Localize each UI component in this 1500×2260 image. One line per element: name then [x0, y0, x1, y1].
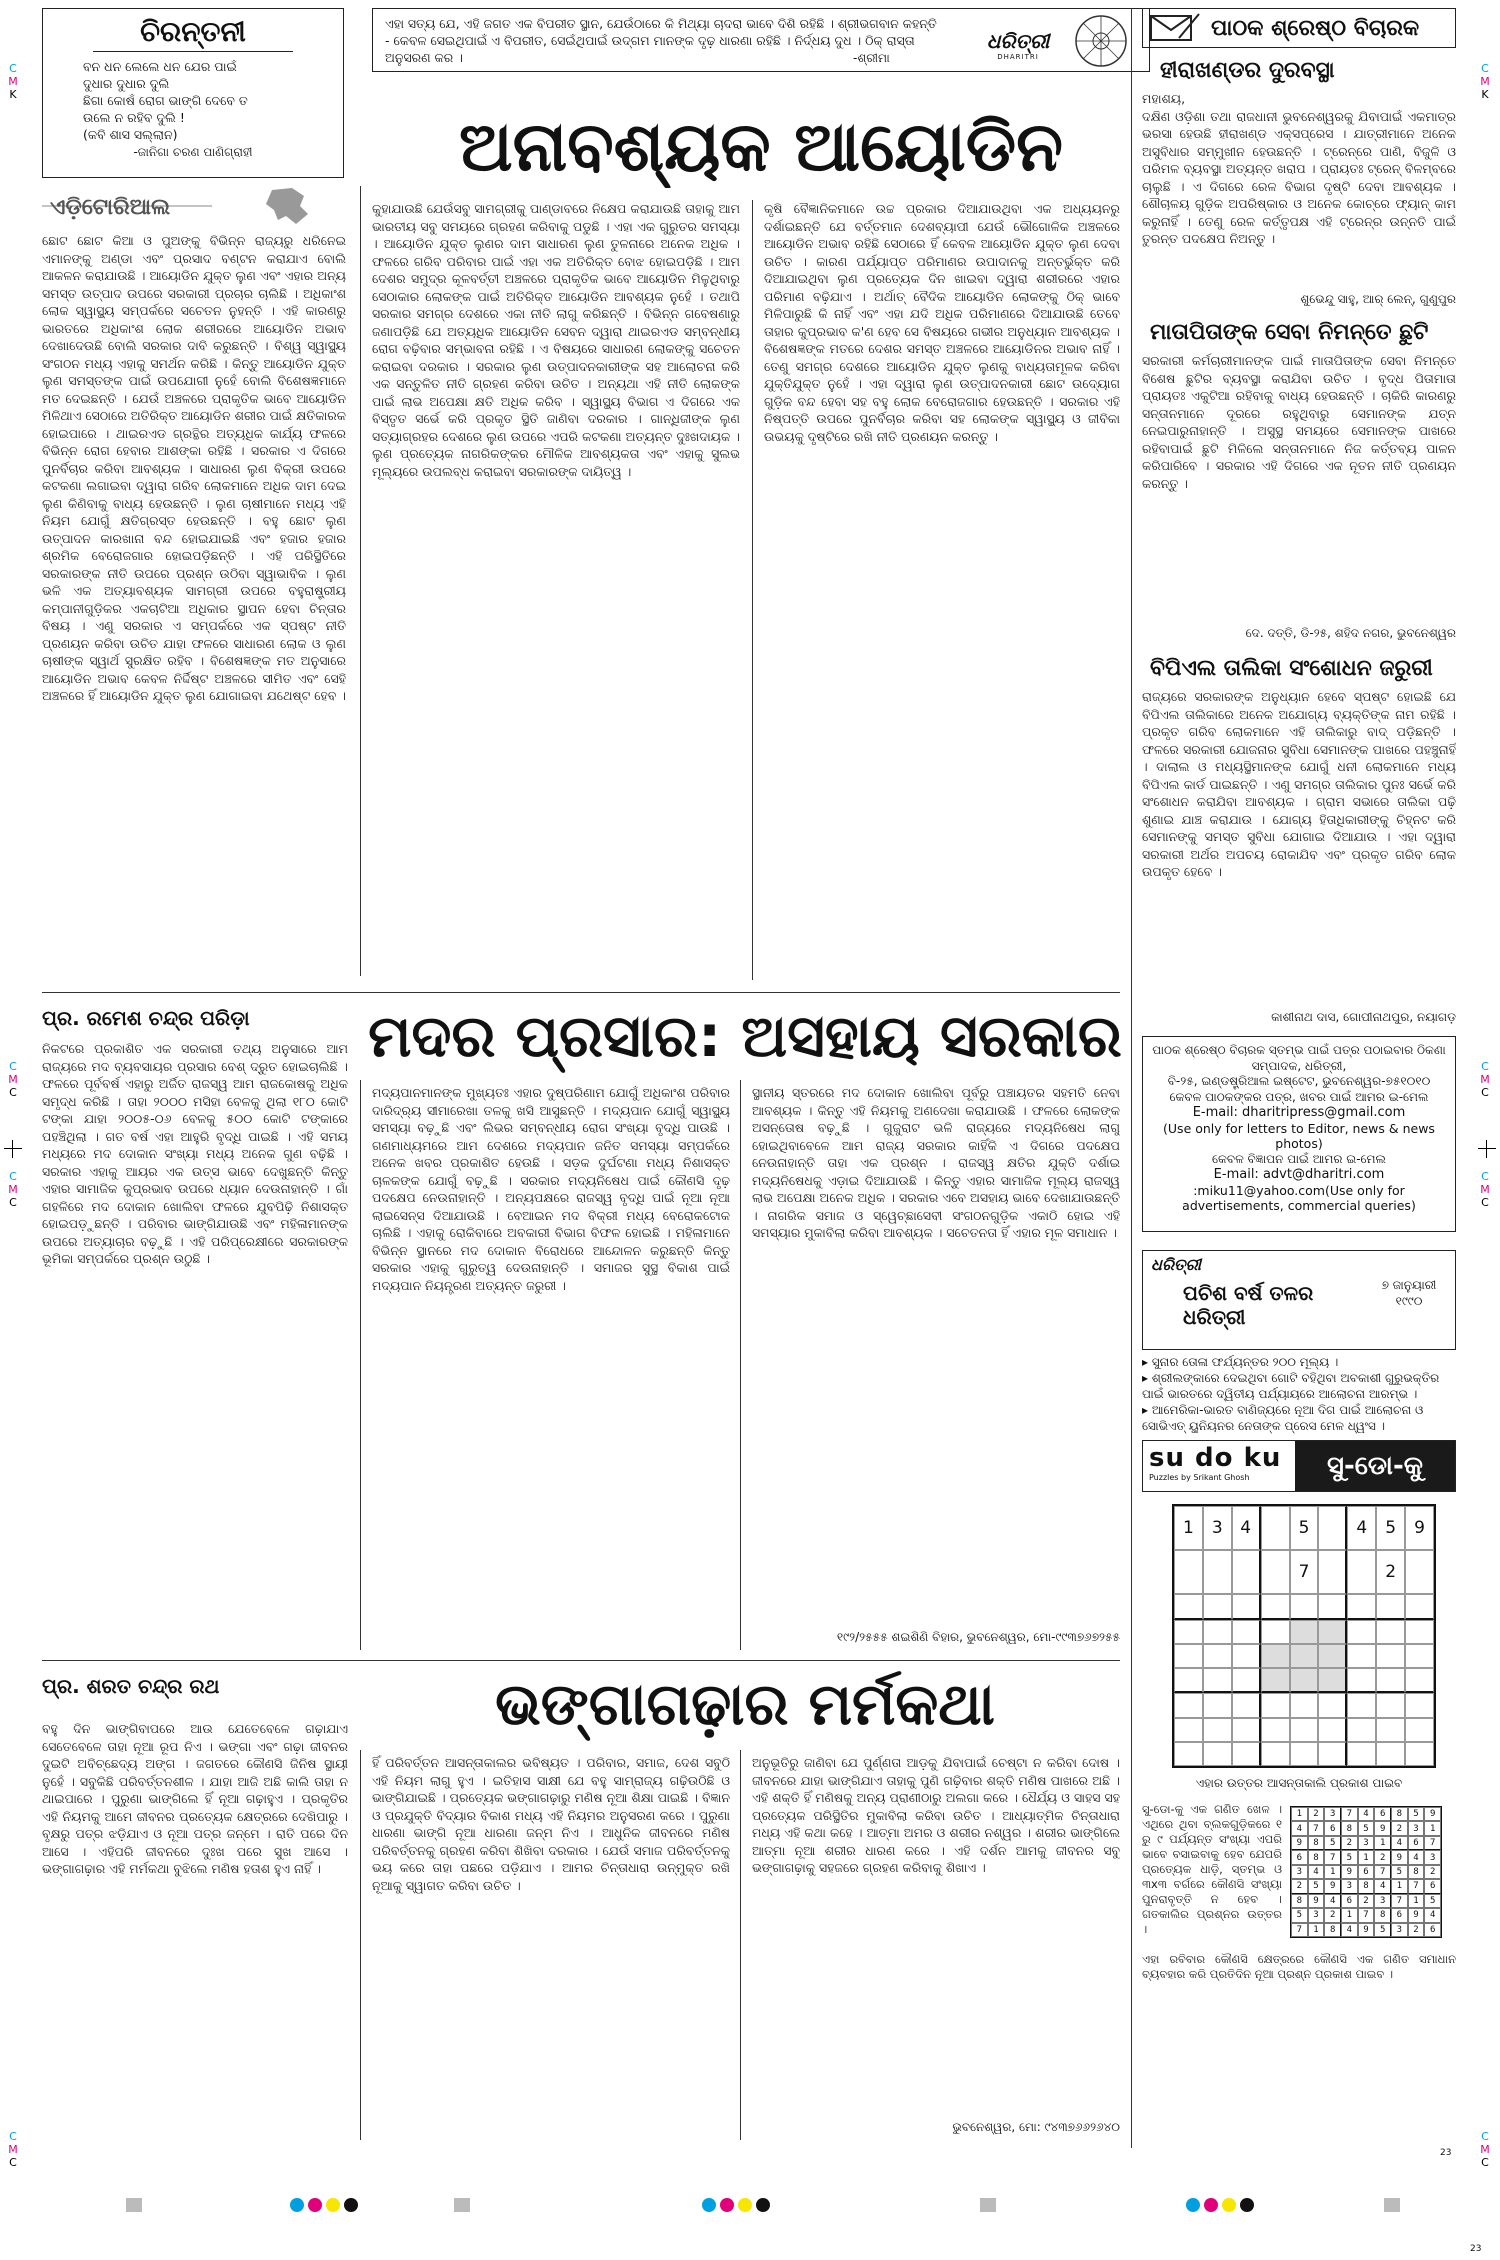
cmk-marker-left-top: C M K	[8, 62, 18, 101]
sudoku-solution-cell: 6	[1291, 1850, 1308, 1864]
archive-item-text: ଆମେରିକା-ଭାରତ ବାଣିଜ୍ୟରେ ନୂଆ ଦିଗ ପାଇଁ ଆଲୋଚନା ଓ ସୋଭିଏତ୍ ୟୁନିୟନର ନେତାଙ୍କ ପ୍ରେସ ମେଳ ଧ୍ୱଂସ ।	[1142, 1403, 1424, 1433]
sudoku-solution-cell: 2	[1424, 1865, 1441, 1879]
archive-item-text: ଶ୍ରୀଲଙ୍କାରେ ଦେଇଥିବା ଗୋଟି ବହିଥିବା ଅବକାଶୀ ଗୁରୁଭକ୍ତିର ପାଇଁ ଭାରତରେ ଦ୍ୱିତୀୟ ପର୍ଯ୍ୟାୟରେ ଆଲୋଚନା ଆରମ୍ଭ ।	[1142, 1371, 1440, 1401]
calibration-black	[344, 2198, 358, 2212]
sudoku-solution-cell: 2	[1341, 1836, 1358, 1850]
sudoku-solution-cell: 5	[1291, 1908, 1308, 1922]
calibration-cyan	[290, 2198, 304, 2212]
dharitri-logo	[983, 29, 1053, 61]
divider-vertical	[752, 200, 753, 980]
advt-email[interactable]: E-mail: advt@dharitri.com	[1213, 1167, 1385, 1182]
sudoku-cell[interactable]	[1347, 1693, 1376, 1717]
sudoku-cell[interactable]	[1232, 1620, 1261, 1644]
logo-text: ଧରିତ୍ରୀ	[986, 29, 1050, 53]
cmk-marker-left-mid: C M C	[8, 1060, 18, 1099]
cmk-marker-left-mid2: C M C	[8, 1170, 18, 1209]
sudoku-solution-cell: 8	[1374, 1908, 1391, 1922]
archive-box	[1142, 1250, 1456, 1350]
sudoku-cell[interactable]	[1174, 1620, 1203, 1644]
sudoku-solution-cell: 1	[1408, 1894, 1425, 1908]
sudoku-solution-cell: 9	[1308, 1894, 1325, 1908]
sudoku-cell[interactable]	[1405, 1620, 1434, 1644]
sudoku-cell[interactable]	[1203, 1742, 1232, 1766]
sudoku-subtitle: Puzzles by Srikant Ghosh	[1149, 1473, 1250, 1482]
sudoku-solution-grid	[1290, 1806, 1442, 1938]
sudoku-cell[interactable]	[1405, 1550, 1434, 1594]
sudoku-caption: ଏହାର ଉତ୍ତର ଆସନ୍ତାକାଲି ପ୍ରକାଶ ପାଇବ	[1195, 1776, 1403, 1790]
sudoku-cell[interactable]	[1232, 1693, 1261, 1717]
letters-info-line: କେବଳ ବିଜ୍ଞାପନ ପାଇଁ ଆମର ଇ-ମେଲ	[1212, 1151, 1386, 1166]
sudoku-cell[interactable]	[1376, 1742, 1405, 1766]
sudoku-cell[interactable]	[1203, 1693, 1232, 1717]
sudoku-cell[interactable]	[1318, 1668, 1347, 1693]
sudoku-solution-cell: 6	[1391, 1908, 1408, 1922]
sudoku-cell[interactable]	[1232, 1742, 1261, 1766]
editorial-headline: ଅନାବଶ୍ୟକ ଆୟୋଡିନ	[458, 108, 1064, 187]
sudoku-solution-cell: 6	[1424, 1879, 1441, 1893]
sudoku-solution-cell: 6	[1408, 1836, 1425, 1850]
article3-byline: ଭୁବନେଶ୍ୱର, ମୋ: ୯୪୩୭୬୬୨୬୪୦	[952, 2120, 1120, 2134]
sudoku-solution-cell: 8	[1324, 1923, 1341, 1937]
editorial-column-1: ଛୋଟ ଛୋଟ କିଆ ଓ ପୁଅଙ୍କୁ ବିଭିନ୍ନ ରାଜ୍ୟରୁ ଧରିନେଇ ଏମାନଙ୍କୁ ଅଣ୍ଡା ଏବଂ ପ୍ରସାଦ ବଣ୍ଟନ କରାଯାଏ ବୋଲି ଆକଳନ କରାଯାଉଛି । ଆୟୋଡିନ ଯୁକ୍ତ ଲୁଣ ଏବଂ ଏହାର ଅନ୍ୟ ସମସ୍ତ ଉତ୍ପାଦ ଉପରେ ସରକାରୀ ପ୍ରଚାର ଚାଲିଛି । ଅଧିକାଂଶ ଲୋକ ସ୍ୱାସ୍ଥ୍ୟ ସମ୍ପର୍କରେ ସଚେତନ ନୁହନ୍ତି । ଏହି କାରଣରୁ ଭାରତରେ ଅଧିକାଂଶ ଲୋକ ଶରୀରରେ ଆୟୋଡିନ ଅଭାବ ଦେଖାଦେଉଛି ବୋଲି ସରକାର ଦାବି କରୁଛନ୍ତି । ବିଶ୍ୱ ସ୍ୱାସ୍ଥ୍ୟ ସଂଗଠନ ମଧ୍ୟ ଏହାକୁ ସମର୍ଥନ କରିଛି । କିନ୍ତୁ ଆୟୋଡିନ ଯୁକ୍ତ ଲୁଣ ସମସ୍ତଙ୍କ ପାଇଁ ଉପଯୋଗୀ ନୁହେଁ ବୋଲି ବିଶେଷଜ୍ଞମାନେ ମତ ଦେଇଛନ୍ତି । ଯେଉଁ ଅଞ୍ଚଳରେ ପ୍ରାକୃତିକ ଭାବେ ଆୟୋଡିନ ମିଳିଥାଏ ସେଠାରେ ଅତିରିକ୍ତ ଆୟୋଡିନ ଶରୀର ପାଇଁ କ୍ଷତିକାରକ ହୋଇପାରେ । ଥାଇରଏଡ ଗ୍ରନ୍ଥିର ଅତ୍ୟଧିକ କାର୍ଯ୍ୟ ଫଳରେ ବିଭିନ୍ନ ରୋଗ ହେବାର ଆଶଙ୍କା ରହିଛି । ସରକାର ଏ ଦିଗରେ ପୁନର୍ବିଚାର କରିବା ଆବଶ୍ୟକ । ସାଧାରଣ ଲୁଣ ବିକ୍ରୀ ଉପରେ କଟକଣା ଲଗାଇବା ଦ୍ୱାରା ଗରିବ ଲୋକମାନେ ଅଧିକ ଦାମ ଦେଇ ଲୁଣ କିଣିବାକୁ ବାଧ୍ୟ ହେଉଛନ୍ତି । ଲୁଣ ଚାଷୀମାନେ ମଧ୍ୟ ଏହି ନିୟମ ଯୋଗୁଁ କ୍ଷତିଗ୍ରସ୍ତ ହେଉଛନ୍ତି । ବହୁ ଛୋଟ ଲୁଣ ଉତ୍ପାଦନ କାରଖାନା ବନ୍ଦ ହୋଇଯାଇଛି ଏବଂ ହଜାର ହଜାର ଶ୍ରମିକ ବେରୋଜଗାର ହୋଇପଡ଼ିଛନ୍ତି । ଏହି ପରିସ୍ଥିତିରେ ସରକାରଙ୍କ ନୀତି ଉପରେ ପ୍ରଶ୍ନ ଉଠିବା ସ୍ୱାଭାବିକ । ଲୁଣ ଭଳି ଏକ ଅତ୍ୟାବଶ୍ୟକ ସାମଗ୍ରୀ ଉପରେ ବହୁରାଷ୍ଟ୍ରୀୟ କମ୍ପାନୀଗୁଡ଼ିକର ଏକଚାଟିଆ ଅଧିକାର ସ୍ଥାପନ ହେବା ଚିନ୍ତାର ବିଷୟ । ଏଣୁ ସରକାର ଏ ସମ୍ପର୍କରେ ଏକ ସ୍ପଷ୍ଟ ନୀତି ପ୍ରଣୟନ କରିବା ଉଚିତ ଯାହା ଫଳରେ ସାଧାରଣ ଲୋକ ଓ ଲୁଣ ଚାଷୀଙ୍କ ସ୍ୱାର୍ଥ ସୁରକ୍ଷିତ ରହିବ । ବିଶେଷଜ୍ଞଙ୍କ ମତ ଅନୁସାରେ ଆୟୋଡିନ ଅଭାବ କେବଳ ନିର୍ଦ୍ଦିଷ୍ଟ ଅଞ୍ଚଳରେ ସୀମିତ ଏବଂ ସେହି ଅଞ୍ଚଳରେ ହିଁ ଆୟୋଡିନ ଯୁକ୍ତ ଲୁଣ ଯୋଗାଇବା ଯଥେଷ୍ଟ ହେବ ।	[42, 233, 346, 703]
sudoku-solution-cell: 9	[1324, 1879, 1341, 1893]
sudoku-cell[interactable]	[1261, 1550, 1290, 1594]
sudoku-solution-cell: 9	[1341, 1865, 1358, 1879]
sudoku-solution-cell: 3	[1408, 1821, 1425, 1835]
sudoku-cell[interactable]	[1290, 1668, 1319, 1693]
sudoku-cell[interactable]	[1347, 1718, 1376, 1742]
quote-credit: -ଶ୍ରୀମା	[853, 51, 890, 65]
sudoku-solution-cell: 4	[1374, 1879, 1391, 1893]
article3-column-3: ଅନୁଭୂତିରୁ ଜାଣିବା ଯେ ପୁର୍ଣ୍ଣତା ଆଡ଼କୁ ଯିବାପାଇଁ ଚେଷ୍ଟା ନ କରିବା ଦୋଷ । ଜୀବନରେ ଯାହା ଭାଙ୍ଗିଯାଏ ତାହାକୁ ପୁଣି ଗଢ଼ିବାର ଶକ୍ତି ମଣିଷ ପାଖରେ ଅଛି । ଏହି ଶକ୍ତି ହିଁ ମଣିଷକୁ ଅନ୍ୟ ପ୍ରାଣୀଠାରୁ ଅଲଗା କରେ । ଧୈର୍ଯ୍ୟ ଓ ସାହସ ସହ ପ୍ରତ୍ୟେକ ପରିସ୍ଥିତିର ମୁକାବିଲା କରିବା ଉଚିତ । ଆଧ୍ୟାତ୍ମିକ ଚିନ୍ତାଧାରା ମଧ୍ୟ ଏହି କଥା କହେ । ଆତ୍ମା ଅମର ଓ ଶରୀର ନଶ୍ୱର । ଶରୀର ଭାଙ୍ଗିଲେ ଆତ୍ମା ନୂଆ ଶରୀର ଧାରଣ କରେ । ଏହି ଦର୍ଶନ ଆମକୁ ଜୀବନର ସବୁ ଭଙ୍ଗାଗଢ଼ାକୁ ସହଜରେ ଗ୍ରହଣ କରିବାକୁ ଶିଖାଏ ।	[752, 1755, 1120, 1875]
sudoku-cell[interactable]: 5	[1376, 1506, 1405, 1550]
sudoku-cell[interactable]	[1290, 1594, 1319, 1619]
sudoku-solution-cell: 1	[1341, 1908, 1358, 1922]
sudoku-solution-cell: 6	[1374, 1807, 1391, 1821]
sudoku-solution-cell: 3	[1324, 1807, 1341, 1821]
sudoku-solution-cell: 9	[1291, 1836, 1308, 1850]
sudoku-solution-cell: 3	[1391, 1923, 1408, 1937]
calibration-yellow	[738, 2198, 752, 2212]
registration-mark	[4, 1140, 22, 1158]
sudoku-cell[interactable]	[1261, 1594, 1290, 1619]
article2-byline: ୧୯୨/୨୫୫୫ ଶଇଶିଣି ବିହାର, ଭୁବନେଶ୍ୱର, ମୋ-୯୯୩୭୬୭୨୫୫	[836, 1630, 1120, 1644]
advt-email-alt[interactable]: :miku11@yahoo.com(Use only for	[1193, 1182, 1405, 1198]
article3-headline: ଭଙ୍ଗାଗଢ଼ାର ମର୍ମକଥା	[495, 1670, 995, 1738]
sudoku-solution-cell: 4	[1324, 1894, 1341, 1908]
sudoku-solution-cell: 7	[1374, 1865, 1391, 1879]
sudoku-solution-cell: 2	[1374, 1850, 1391, 1864]
sudoku-solution-cell: 1	[1374, 1836, 1391, 1850]
svg-text:ଏଡ଼ିଟୋରିଆଲ: ଏଡ଼ିଟୋରିଆଲ	[50, 195, 171, 220]
sudoku-cell[interactable]	[1232, 1718, 1261, 1742]
article3-author: ପ୍ର. ଶରତ ଚନ୍ଦ୍ର ରଥ	[42, 1674, 220, 1698]
sudoku-cell[interactable]	[1318, 1594, 1347, 1619]
sudoku-cell[interactable]	[1261, 1620, 1290, 1644]
sudoku-cell[interactable]	[1347, 1550, 1376, 1594]
sudoku-solution-cell: 2	[1324, 1908, 1341, 1922]
article2-column-3: ସ୍ଥାନୀୟ ସ୍ତରରେ ମଦ ଦୋକାନ ଖୋଲିବା ପୂର୍ବରୁ ପଞ୍ଚାୟତର ସହମତି ନେବା ଆବଶ୍ୟକ । କିନ୍ତୁ ଏହି ନିୟମକୁ ଅଣଦେଖା କରାଯାଉଛି । ଫଳରେ ଲୋକଙ୍କ ଅସନ୍ତୋଷ ବଢ଼ୁଛି । ଗୁଜୁରାଟ ଭଳି ରାଜ୍ୟରେ ମଦ୍ୟନିଷେଧ ଲାଗୁ ହୋଇଥିବାବେଳେ ଆମ ରାଜ୍ୟ ସରକାର କାହିଁକି ଏ ଦିଗରେ ପଦକ୍ଷେପ ନେଉନାହାନ୍ତି ତାହା ଏକ ପ୍ରଶ୍ନ । ରାଜସ୍ୱ କ୍ଷତିର ଯୁକ୍ତି ଦର୍ଶାଇ ମଦ୍ୟନିଷେଧକୁ ଏଡ଼ାଇ ଦିଆଯାଉଛି । କିନ୍ତୁ ଏହାର ସାମାଜିକ ମୂଲ୍ୟ ରାଜସ୍ୱ ଲାଭ ଅପେକ୍ଷା ଅନେକ ଅଧିକ । ସରକାର ଏବେ ଅସହାୟ ଭାବେ ଦେଖାଯାଉଛନ୍ତି । ନାଗରିକ ସମାଜ ଓ ସ୍ୱେଚ୍ଛାସେବୀ ସଂଗଠନଗୁଡ଼ିକ ଏକାଠି ହୋଇ ଏହି ସମସ୍ୟାର ମୁକାବିଲା କରିବା ଆବଶ୍ୟକ । ସଚେତନତା ହିଁ ଏହାର ମୂଳ ସମାଧାନ ।	[752, 1085, 1120, 1240]
calibration-cyan	[1186, 2198, 1200, 2212]
article2-headline: ମଦର ପ୍ରସାର: ଅସହାୟ ସରକାର	[368, 1002, 1122, 1070]
sudoku-solution-cell: 4	[1341, 1923, 1358, 1937]
article2-author: ପ୍ର. ରମେଶ ଚନ୍ଦ୍ର ପରିଡ଼ା	[42, 1006, 250, 1030]
sudoku-cell[interactable]	[1318, 1693, 1347, 1717]
sudoku-cell[interactable]	[1318, 1718, 1347, 1742]
wheel-emblem-icon	[1073, 13, 1129, 69]
sudoku-solution-cell: 3	[1291, 1865, 1308, 1879]
letters-info-line: ପାଠକ ଶ୍ରେଷ୍ଠ ବିଚାରକ ସ୍ତମ୍ଭ ପାଇଁ ପତ୍ର ପଠାଇବାର ଠିକଣା	[1152, 1043, 1446, 1057]
sudoku-cell[interactable]	[1318, 1550, 1347, 1594]
cmk-marker-right-mid2: C M C	[1480, 1170, 1490, 1209]
article2-column-1: ନିକଟରେ ପ୍ରକାଶିତ ଏକ ସରକାରୀ ତଥ୍ୟ ଅନୁସାରେ ଆମ ରାଜ୍ୟରେ ମଦ ବ୍ୟବସାୟର ପ୍ରସାର ବେଶ୍ ଦ୍ରୁତ ହୋଇଚାଲିଛି । ଫଳରେ ପୂର୍ବବର୍ଷ ଏହାରୁ ଅର୍ଜିତ ରାଜସ୍ୱ ଆମ ରାଜକୋଷକୁ ଅଧିକ ସମୃଦ୍ଧ କରିଛି । ତାହା ୨୦୦୦ ମସିହା ବେଳକୁ ଥିଲା ୧୮୦ କୋଟି ଟଙ୍କା ଯାହା ୨୦୦୫-୦୬ ବେଳକୁ ୫୦୦ କୋଟି ଟଙ୍କାରେ ପହଞ୍ଚିଥିଲା । ଗତ ବର୍ଷ ଏହା ଆହୁରି ବୃଦ୍ଧି ପାଇଛି । ଏହି ସମୟ ମଧ୍ୟରେ ମଦ ଦୋକାନ ସଂଖ୍ୟା ମଧ୍ୟ ଅନେକ ଗୁଣ ବଢ଼ିଛି । ସରକାର ଏହାକୁ ଆୟର ଏକ ଉତ୍ସ ଭାବେ ଦେଖୁଛନ୍ତି କିନ୍ତୁ ଏହାର ସାମାଜିକ କୁପ୍ରଭାବ ଉପରେ ଧ୍ୟାନ ଦେଉନାହାନ୍ତି । ଗାଁ ଗହଳିରେ ମଦ ଦୋକାନ ଖୋଲିବା ଫଳରେ ଯୁବପିଢ଼ି ନିଶାସକ୍ତ ହୋଇପଡ଼ୁଛନ୍ତି । ପରିବାର ଭାଙ୍ଗିଯାଉଛି ଏବଂ ମହିଳାମାନଙ୍କ ଉପରେ ଅତ୍ୟାଚାର ବଢ଼ୁଛି । ଏହି ପରିପ୍ରେକ୍ଷୀରେ ସରକାରଙ୍କ ଭୂମିକା ସମ୍ପର୍କରେ ପ୍ରଶ୍ନ ଉଠୁଛି ।	[42, 1041, 348, 1266]
sudoku-solution-cell: 6	[1324, 1821, 1341, 1835]
sudoku-solution-cell: 4	[1291, 1821, 1308, 1835]
divider-vertical	[360, 1750, 361, 2140]
letters-header	[1142, 8, 1456, 48]
sudoku-solution-cell: 1	[1391, 1879, 1408, 1893]
sudoku-solution-cell: 1	[1291, 1807, 1308, 1821]
sudoku-solution-cell: 5	[1391, 1865, 1408, 1879]
letter2-sign: ଦେ. ଦତ୍ତି, ଡି-୨୫, ଶହିଦ ନଗର, ଭୁବନେଶ୍ୱର	[1245, 626, 1456, 640]
sudoku-cell[interactable]	[1290, 1620, 1319, 1644]
india-map-icon	[42, 186, 344, 226]
sudoku-logo	[1143, 1441, 1295, 1491]
sudoku-solution-cell: 9	[1408, 1908, 1425, 1922]
page-number: 23	[1440, 2148, 1452, 2158]
letter1-title: ହୀରାଖଣ୍ଡର ଦୁରବସ୍ଥା	[1160, 58, 1335, 83]
sudoku-cell[interactable]	[1405, 1668, 1434, 1693]
chirantani-credit: -ଜାନିଗା ଚରଣ ପାଣିଗ୍ରାହୀ	[133, 145, 253, 159]
sudoku-solution-cell: 8	[1408, 1865, 1425, 1879]
sudoku-cell[interactable]	[1405, 1693, 1434, 1717]
sudoku-footer: ଏହା ରବିବାର କୌଣସି କ୍ଷେତ୍ରରେ କୌଣସି ଏକ ଗଣିତ ସମାଧାନ ବ୍ୟବହାର କରି ପ୍ରତିଦିନ ନୂଆ ପ୍ରଶ୍ନ ପ୍ରକାଶ ପାଇବ ।	[1142, 1952, 1456, 1981]
sudoku-cell[interactable]	[1261, 1668, 1290, 1693]
sudoku-solution-cell: 2	[1391, 1821, 1408, 1835]
advt-email-note: advertisements, commercial queries)	[1182, 1198, 1416, 1213]
sudoku-solution-cell: 7	[1308, 1821, 1325, 1835]
sudoku-solution-cell: 5	[1308, 1879, 1325, 1893]
archive-items	[1142, 1354, 1456, 1434]
archive-item-text: ସୁନାର ତୋଳା ଫର୍ଯ୍ୟନ୍ତର ୨୦୦ ମୂଲ୍ୟ ।	[1151, 1355, 1339, 1369]
cmk-marker-right-bottom: C M C	[1480, 2130, 1490, 2169]
sudoku-solution-cell: 5	[1408, 1807, 1425, 1821]
sudoku-cell[interactable]	[1203, 1550, 1232, 1594]
letters-info-line: କେବଳ ପାଠକଙ୍କର ପତ୍ର, ଖବର ପାଇଁ ଆମର ଇ-ମେଲ	[1169, 1089, 1429, 1104]
cmk-marker-left-bottom: C M C	[8, 2130, 18, 2169]
sudoku-cell[interactable]	[1376, 1594, 1405, 1619]
sudoku-title-latin: su do ku	[1149, 1443, 1282, 1473]
sudoku-solution-cell: 9	[1374, 1821, 1391, 1835]
sudoku-cell[interactable]	[1347, 1594, 1376, 1619]
calibration-black	[756, 2198, 770, 2212]
sudoku-cell[interactable]	[1203, 1668, 1232, 1693]
calibration-gray	[980, 2198, 996, 2212]
sudoku-solution-cell: 8	[1341, 1821, 1358, 1835]
sudoku-solution-cell: 8	[1308, 1850, 1325, 1864]
sudoku-cell[interactable]	[1203, 1718, 1232, 1742]
sudoku-solution-cell: 6	[1424, 1923, 1441, 1937]
sudoku-solution-cell: 3	[1341, 1879, 1358, 1893]
sudoku-solution-cell: 4	[1308, 1865, 1325, 1879]
letter3-sign: କାଶୀନାଥ ଦାସ, ଗୋପୀନାଥପୁର, ନୟାଗଡ଼	[1271, 1010, 1456, 1024]
sudoku-solution-cell: 1	[1358, 1850, 1375, 1864]
letter3-body: ରାଜ୍ୟରେ ସରକାରଙ୍କ ଅନୁଧ୍ୟାନ ହେବେ ସ୍ପଷ୍ଟ ହୋଇଛି ଯେ ବିପିଏଲ ତାଲିକାରେ ଅନେକ ଅଯୋଗ୍ୟ ବ୍ୟକ୍ତିଙ୍କ ନାମ ରହିଛି । ପ୍ରକୃତ ଗରିବ ଲୋକମାନେ ଏହି ତାଲିକାରୁ ବାଦ୍ ପଡ଼ିଛନ୍ତି । ଫଳରେ ସରକାରୀ ଯୋଜନାର ସୁବିଧା ସେମାନଙ୍କ ପାଖରେ ପହଞ୍ଚୁନାହିଁ । ଦାଲାଲ ଓ ମଧ୍ୟସ୍ଥିମାନଙ୍କ ଯୋଗୁଁ ଧନୀ ଲୋକମାନେ ମଧ୍ୟ ବିପିଏଲ କାର୍ଡ ପାଇଛନ୍ତି । ଏଣୁ ସମଗ୍ର ତାଲିକାର ପୁନଃ ସର୍ଭେ କରି ସଂଶୋଧନ କରାଯିବା ଆବଶ୍ୟକ । ଗ୍ରାମ ସଭାରେ ତାଲିକା ପଢ଼ି ଶୁଣାଇ ଯାଞ୍ଚ କରାଯାଉ । ଯୋଗ୍ୟ ହିତାଧିକାରୀଙ୍କୁ ଚିହ୍ନଟ କରି ସେମାନଙ୍କୁ ସମସ୍ତ ସୁବିଧା ଯୋଗାଇ ଦିଆଯାଉ । ଏହା ଦ୍ୱାରା ସରକାରୀ ଅର୍ଥର ଅପଚୟ ରୋକାଯିବ ଏବଂ ପ୍ରକୃତ ଗରିବ ଲୋକ ଉପକୃତ ହେବେ ।	[1142, 689, 1456, 879]
letter2-title: ମାତାପିତାଙ୍କ ସେବା ନିମନ୍ତେ ଛୁଟି	[1150, 320, 1429, 345]
sudoku-cell[interactable]	[1203, 1594, 1232, 1619]
sudoku-cell[interactable]	[1203, 1644, 1232, 1668]
sudoku-solution-cell: 6	[1341, 1894, 1358, 1908]
sudoku-solution-cell: 8	[1308, 1836, 1325, 1850]
sudoku-cell[interactable]	[1261, 1742, 1290, 1766]
calibration-magenta	[1204, 2198, 1218, 2212]
sudoku-solution-cell: 7	[1358, 1908, 1375, 1922]
quote-box	[372, 8, 1150, 72]
cmk-marker-right-mid: C M C	[1480, 1060, 1490, 1099]
sudoku-solution-cell: 7	[1341, 1807, 1358, 1821]
logo-subtext: DHARITRI	[997, 53, 1039, 61]
sudoku-solution-cell: 5	[1341, 1850, 1358, 1864]
sudoku-cell[interactable]	[1376, 1693, 1405, 1717]
letter2-body: ସରକାରୀ କର୍ମଚାରୀମାନଙ୍କ ପାଇଁ ମାତାପିତାଙ୍କ ସେବା ନିମନ୍ତେ ବିଶେଷ ଛୁଟିର ବ୍ୟବସ୍ଥା କରାଯିବା ଉଚିତ । ବୃଦ୍ଧ ପିତାମାତା ପ୍ରାୟତଃ ଏକୁଟିଆ ରହିବାକୁ ବାଧ୍ୟ ହେଉଛନ୍ତି । ଚାକିରି କାରଣରୁ ସନ୍ତାନମାନେ ଦୂରରେ ରହୁଥିବାରୁ ସେମାନଙ୍କ ଯତ୍ନ ନେଇପାରୁନାହାନ୍ତି । ଅସୁସ୍ଥ ସମୟରେ ସେମାନଙ୍କ ପାଖରେ ରହିବାପାଇଁ ଛୁଟି ମିଳିଲେ ସନ୍ତାନମାନେ ନିଜ କର୍ତ୍ତବ୍ୟ ପାଳନ କରିପାରିବେ । ସରକାର ଏହି ଦିଗରେ ଏକ ନୂତନ ନୀତି ପ୍ରଣୟନ କରନ୍ତୁ ।	[1142, 353, 1456, 491]
sudoku-cell[interactable]	[1290, 1644, 1319, 1668]
sudoku-solution-cell: 7	[1408, 1879, 1425, 1893]
sudoku-cell[interactable]	[1261, 1693, 1290, 1717]
article2-column-2: ମଦ୍ୟପାନମାନଙ୍କ ମୁଖ୍ୟତଃ ଏହାର ଦୁଷ୍ପରିଣାମ ଯୋଗୁଁ ଅଧିକାଂଶ ପରିବାର ଦାରିଦ୍ର୍ୟ ସୀମାରେଖା ତଳକୁ ଖସି ଆସୁଛନ୍ତି । ମଦ୍ୟପାନ ଯୋଗୁଁ ସ୍ୱାସ୍ଥ୍ୟ ସମସ୍ୟା ବଢ଼ୁଛି ଏବଂ ଲିଭର ସମ୍ବନ୍ଧୀୟ ରୋଗ ସଂଖ୍ୟା ବୃଦ୍ଧି ପାଉଛି । ଗଣମାଧ୍ୟମରେ ଆମ ଦେଶରେ ମଦ୍ୟପାନ ଜନିତ ସମସ୍ୟା ସମ୍ପର୍କରେ ଅନେକ ଖବର ପ୍ରକାଶିତ ହେଉଛି । ସଡ଼କ ଦୁର୍ଘଟଣା ମଧ୍ୟ ନିଶାସକ୍ତ ଚାଳକଙ୍କ ଯୋଗୁଁ ବଢ଼ୁଛି । ସରକାର ମଦ୍ୟନିଷେଧ ପାଇଁ କୌଣସି ଦୃଢ଼ ପଦକ୍ଷେପ ନେଉନାହାନ୍ତି । ଅନ୍ୟପକ୍ଷରେ ରାଜସ୍ୱ ବୃଦ୍ଧି ପାଇଁ ନୂଆ ନୂଆ ଲାଇସେନ୍ସ ଦିଆଯାଉଛି । ବେଆଇନ ମଦ ବିକ୍ରୀ ମଧ୍ୟ ବେରୋକଟୋକ ଚାଲିଛି । ଏହାକୁ ରୋକିବାରେ ଅବକାରୀ ବିଭାଗ ବିଫଳ ହୋଇଛି । ମହିଳାମାନେ ବିଭିନ୍ନ ସ୍ଥାନରେ ମଦ ଦୋକାନ ବିରୋଧରେ ଆନ୍ଦୋଳନ କରୁଛନ୍ତି କିନ୍ତୁ ସରକାର ଏହାକୁ ଗୁରୁତ୍ୱ ଦେଉନାହାନ୍ତି । ସମାଜର ସୁସ୍ଥ ବିକାଶ ପାଇଁ ମଦ୍ୟପାନ ନିୟନ୍ତ୍ରଣ ଅତ୍ୟନ୍ତ ଜରୁରୀ ।	[372, 1085, 730, 1293]
calibration-gray	[1384, 2198, 1400, 2212]
sudoku-cell[interactable]	[1261, 1718, 1290, 1742]
sudoku-solution-cell: 4	[1408, 1850, 1425, 1864]
article3-column-2: ହିଁ ପରିବର୍ତ୍ତନ ଆସନ୍ତାକାଲର ଭବିଷ୍ୟତ । ପରିବାର, ସମାଜ, ଦେଶ ସବୁଠି ଏହି ନିୟମ ଲାଗୁ ହୁଏ । ଇତିହାସ ସାକ୍ଷୀ ଯେ ବହୁ ସାମ୍ରାଜ୍ୟ ଗଢ଼ିଉଠିଛି ଓ ଭାଙ୍ଗିଯାଇଛି । ପ୍ରତ୍ୟେକ ଭଙ୍ଗାଗଢ଼ାରୁ ମଣିଷ ନୂଆ ଶିକ୍ଷା ପାଇଛି । ବିଜ୍ଞାନ ଓ ପ୍ରଯୁକ୍ତି ବିଦ୍ୟାର ବିକାଶ ମଧ୍ୟ ଏହି ନିୟମର ଅନୁସରଣ କରେ । ପୁରୁଣା ଧାରଣା ଭାଙ୍ଗି ନୂଆ ଧାରଣା ଜନ୍ମ ନିଏ । ଆଧୁନିକ ଜୀବନରେ ମଣିଷ ପରିବର୍ତ୍ତନକୁ ଗ୍ରହଣ କରିବା ଶିଖିବା ଦରକାର । ଯେଉଁ ସମାଜ ପରିବର୍ତ୍ତନକୁ ଭୟ କରେ ତାହା ପଛରେ ପଡ଼ିଯାଏ । ଆମର ଚିନ୍ତାଧାରା ଉନ୍ମୁକ୍ତ ରଖି ନୂଆକୁ ସ୍ୱାଗତ କରିବା ଉଚିତ ।	[372, 1755, 730, 1893]
sudoku-header	[1142, 1440, 1456, 1492]
sudoku-solution-cell: 1	[1324, 1865, 1341, 1879]
sudoku-cell[interactable]	[1405, 1718, 1434, 1742]
divider-horizontal	[42, 992, 1120, 993]
sudoku-solution-cell: 4	[1358, 1807, 1375, 1821]
calibration-cyan	[702, 2198, 716, 2212]
sudoku-cell[interactable]	[1203, 1620, 1232, 1644]
envelope-icon	[1149, 12, 1201, 44]
calibration-gray	[126, 2198, 142, 2212]
sudoku-cell[interactable]	[1376, 1668, 1405, 1693]
divider-vertical	[740, 1080, 741, 1650]
sudoku-cell[interactable]	[1174, 1550, 1203, 1594]
editorial-column-2: କୁହାଯାଉଛି ଯେଉଁସବୁ ସାମଗ୍ରୀକୁ ପାଣ୍ଡାବରେ ନିକ୍ଷେପ କରାଯାଉଛି ତାହାକୁ ଆମ ଭାରତୀୟ ସବୁ ସମୟରେ ଗ୍ରହଣ କରିବାକୁ ପଡୁଛି । ଏହା ଏକ ଗୁରୁତର ସମସ୍ୟା । ଆୟୋଡିନ ଯୁକ୍ତ ଲୁଣର ଦାମ ସାଧାରଣ ଲୁଣ ତୁଳନାରେ ଅନେକ ଅଧିକ । ଫଳରେ ଗରିବ ପରିବାର ପାଇଁ ଏହା ଏକ ଅତିରିକ୍ତ ବୋଝ ହୋଇପଡ଼ିଛି । ଆମ ଦେଶର ସମୁଦ୍ର କୂଳବର୍ତ୍ତୀ ଅଞ୍ଚଳରେ ପ୍ରାକୃତିକ ଭାବେ ଆୟୋଡିନ ମିଳୁଥିବାରୁ ସେଠାକାର ଲୋକଙ୍କ ପାଇଁ ଅତିରିକ୍ତ ଆୟୋଡିନ ଆବଶ୍ୟକ ନୁହେଁ । ତଥାପି ସରକାର ସମଗ୍ର ଦେଶରେ ଏକା ନୀତି ଲାଗୁ କରିଛନ୍ତି । ବିଭିନ୍ନ ଗବେଷଣାରୁ ଜଣାପଡ଼ିଛି ଯେ ଅତ୍ୟଧିକ ଆୟୋଡିନ ସେବନ ଦ୍ୱାରା ଥାଇରଏଡ ସମ୍ବନ୍ଧୀୟ ରୋଗ ବଢ଼ିବାର ସମ୍ଭାବନା ରହିଛି । ଏ ବିଷୟରେ ସାଧାରଣ ଲୋକଙ୍କୁ ସଚେତନ କରାଇବା ଦରକାର । ସରକାର ଲୁଣ ଉତ୍ପାଦନକାରୀଙ୍କ ସହ ଆଲୋଚନା କରି ଏକ ସନ୍ତୁଳିତ ନୀତି ଗ୍ରହଣ କରିବା ଉଚିତ । ଅନ୍ୟଥା ଏହି ନୀତି ଲୋକଙ୍କ ପାଇଁ ଲାଭ ଅପେକ୍ଷା କ୍ଷତି ଅଧିକ କରିବ । ସ୍ୱାସ୍ଥ୍ୟ ବିଭାଗ ଏ ଦିଗରେ ଏକ ବିସ୍ତୃତ ସର୍ଭେ କରି ପ୍ରକୃତ ସ୍ଥିତି ଜାଣିବା ଦରକାର । ଗାନ୍ଧିଜୀଙ୍କ ଲୁଣ ସତ୍ୟାଗ୍ରହର ଦେଶରେ ଲୁଣ ଉପରେ ଏପରି କଟକଣା ଅତ୍ୟନ୍ତ ଦୁଃଖଦାୟକ । ଲୁଣ ପ୍ରତ୍ୟେକ ନାଗରିକଙ୍କର ମୌଳିକ ଆବଶ୍ୟକତା ଏବଂ ଏହାକୁ ସୁଲଭ ମୂଲ୍ୟରେ ଉପଲବ୍ଧ କରାଇବା ସରକାରଙ୍କ ଦାୟିତ୍ୱ ।	[372, 201, 740, 479]
editor-email-note: (Use only for letters to Editor, news & news photos)	[1163, 1120, 1435, 1151]
sudoku-cell[interactable]	[1261, 1644, 1290, 1668]
divider-vertical	[360, 1080, 361, 1650]
sudoku-cell[interactable]: 1	[1174, 1506, 1203, 1550]
chirantani-verse: ବନ ଧନ ଲେଲେ ଧନ ଯେର ପାଇଁ ଦୁଧାର ଦୁଧାର ଦୁଲି ଛିଗା କୋଷଁ ରୋଗ ଭାଙ୍ଗି ଦେବେ ତ ଉଲେ ନ ରହିବ ଦୁଲି ! (କବି ଶାସ ସଲ୍ଲାନ)	[83, 59, 248, 142]
sudoku-cell[interactable]: 7	[1290, 1550, 1319, 1594]
sudoku-solution-cell: 9	[1391, 1850, 1408, 1864]
article3-column-1: ବହୁ ଦିନ ଭାଙ୍ଗିବାପରେ ଆଉ ଯେତେବେଳେ ଗଢ଼ାଯାଏ ସେତେବେଳେ ତାହା ନୂଆ ରୂପ ନିଏ । ଭଙ୍ଗା ଏବଂ ଗଢ଼ା ଜୀବନର ଦୁଇଟି ଅବିଚ୍ଛେଦ୍ୟ ଅଙ୍ଗ । ଜଗତରେ କୌଣସି ଜିନିଷ ସ୍ଥାୟୀ ନୁହେଁ । ସବୁକିଛି ପରିବର୍ତ୍ତନଶୀଳ । ଯାହା ଆଜି ଅଛି କାଲି ତାହା ନ ଥାଇପାରେ । ପୁରୁଣା ଭାଙ୍ଗିଲେ ହିଁ ନୂଆ ଗଢ଼ାହୁଏ । ପ୍ରକୃତିର ଏହି ନିୟମକୁ ଆମେ ଜୀବନର ପ୍ରତ୍ୟେକ କ୍ଷେତ୍ରରେ ଦେଖିପାରୁ । ବୃକ୍ଷରୁ ପତ୍ର ଝଡ଼ିଯାଏ ଓ ନୂଆ ପତ୍ର ଜନ୍ମେ । ରାତି ପରେ ଦିନ ଆସେ । ଏହିପରି ଜୀବନରେ ଦୁଃଖ ପରେ ସୁଖ ଆସେ । ଭଙ୍ଗାଗଢ଼ାର ଏହି ମର୍ମକଥା ବୁଝିଲେ ମଣିଷ ହତାଶ ହୁଏ ନାହିଁ ।	[42, 1721, 348, 1876]
archive-item: ▸ ସୁନାର ତୋଳା ଫର୍ଯ୍ୟନ୍ତର ୨୦୦ ମୂଲ୍ୟ ।	[1142, 1355, 1339, 1369]
sudoku-cell[interactable]	[1174, 1693, 1203, 1717]
sudoku-cell[interactable]	[1174, 1594, 1203, 1619]
divider-vertical	[1131, 8, 1132, 2148]
sudoku-cell[interactable]: 4	[1347, 1506, 1376, 1550]
sudoku-cell[interactable]	[1318, 1506, 1347, 1550]
sudoku-cell[interactable]	[1405, 1594, 1434, 1619]
letters-info-line: ବି-୨୫, ଇଣ୍ଡଷ୍ଟ୍ରିଆଲ ଇଷ୍ଟେଟ, ଭୁବନେଶ୍ୱର-୭୫୧୦୧୦	[1167, 1074, 1431, 1088]
sudoku-solution-cell: 5	[1324, 1836, 1341, 1850]
sudoku-grid[interactable]	[1172, 1504, 1436, 1768]
calibration-gray	[454, 2198, 470, 2212]
sudoku-cell[interactable]	[1318, 1644, 1347, 1668]
sudoku-cell[interactable]: 2	[1376, 1550, 1405, 1594]
sudoku-rules: ସୁ-ଡୋ-କୁ ଏକ ଗଣିତ ଖେଳ । ଏଥିରେ ଥିବା ବ୍ଲକଗୁଡ଼ିକରେ ୧ ରୁ ୯ ପର୍ଯ୍ୟନ୍ତ ସଂଖ୍ୟା ଏପରି ଭାବେ ବସାଇବାକୁ ହେବ ଯେପରି ପ୍ରତ୍ୟେକ ଧାଡ଼ି, ସ୍ତମ୍ଭ ଓ ୩x୩ ବର୍ଗରେ କୌଣସି ସଂଖ୍ୟା ପୁନରାବୃତ୍ତି ନ ହେବ । ଗତକାଲିର ପ୍ରଶ୍ନର ଉତ୍ତର ।	[1142, 1802, 1282, 1936]
sudoku-solution-cell: 5	[1358, 1821, 1375, 1835]
sudoku-solution-cell: 3	[1424, 1850, 1441, 1864]
sudoku-cell[interactable]	[1261, 1506, 1290, 1550]
sudoku-cell[interactable]: 3	[1203, 1506, 1232, 1550]
archive-title: ପଚିଶ ବର୍ଷ ତଳର ଧରିତ୍ରୀ	[1183, 1281, 1314, 1329]
sudoku-solution-cell: 9	[1358, 1923, 1375, 1937]
sudoku-solution-cell: 7	[1424, 1836, 1441, 1850]
sudoku-cell[interactable]	[1174, 1644, 1203, 1668]
archive-logo: ଧରିତ୍ରୀ	[1151, 1255, 1201, 1274]
editorial-column-3: କୃଷି ବୈଜ୍ଞାନିକମାନେ ଉଚ୍ଚ ପ୍ରକାର ଦିଆଯାଉଥିବା ଏକ ଅଧ୍ୟୟନରୁ ଦର୍ଶାଇଛନ୍ତି ଯେ ବର୍ତ୍ତମାନ ଦେଶବ୍ୟାପୀ ଯେଉଁ ଭୌଗୋଳିକ ଅଞ୍ଚଳରେ ଆୟୋଡିନ ଅଭାବ ରହିଛି ସେଠାରେ ହିଁ କେବଳ ଆୟୋଡିନ ଯୁକ୍ତ ଲୁଣ ଦେବା ଉଚିତ । କାରଣ ପର୍ଯ୍ୟାପ୍ତ ପରିମାଣର ଉପାଦାନକୁ ଅନ୍ତର୍ଭୁକ୍ତ କରି ଦିଆଯାଇଥିବା ଲୁଣ ପ୍ରତ୍ୟେକ ଦିନ ଖାଇବା ଦ୍ୱାରା ଶରୀରରେ ଏହାର ପରିମାଣ ବଢ଼ିଯାଏ । ଅର୍ଥାତ୍ ବୈଦିକ ଆୟୋଡିନ ଲୋକଙ୍କୁ ଠିକ୍ ଭାବେ ମିଳିପାରୁଛି କି ନାହିଁ ଏବଂ ଏହା ଯଦି ଅଧିକ ପରିମାଣରେ ଦିଆଯାଉଛି ତେବେ ତାହାର କୁପ୍ରଭାବ କ'ଣ ହେବ ସେ ବିଷୟରେ ଗଭୀର ଅନୁଧ୍ୟାନ ଆବଶ୍ୟକ । ବିଶେଷଜ୍ଞଙ୍କ ମତରେ ଦେଶର ସମସ୍ତ ଅଞ୍ଚଳରେ ଆୟୋଡିନର ଅଭାବ ନାହିଁ । ତେଣୁ ସମଗ୍ର ଦେଶରେ ଆୟୋଡିନ ଯୁକ୍ତ ଲୁଣକୁ ବାଧ୍ୟତାମୂଳକ କରିବା ଯୁକ୍ତିଯୁକ୍ତ ନୁହେଁ । ଏହା ଦ୍ୱାରା ଲୁଣ ଉତ୍ପାଦନକାରୀ ଛୋଟ ଉଦ୍ୟୋଗ ଗୁଡ଼ିକ ବନ୍ଦ ହେବା ସହ ବହୁ ଲୋକ ବେରୋଜଗାର ହେଉଛନ୍ତି । ସରକାର ଏହି ନିଷ୍ପତ୍ତି ଉପରେ ପୁନର୍ବିଚାର କରିବା ସହ ଲୋକଙ୍କ ସ୍ୱାସ୍ଥ୍ୟ ଓ ଜୀବିକା ଉଭୟକୁ ଦୃଷ୍ଟିରେ ରଖି ନୀତି ପ୍ରଣୟନ କରନ୍ତୁ ।	[764, 201, 1120, 444]
sudoku-solution-cell: 1	[1424, 1821, 1441, 1835]
archive-item: ▸ ଶ୍ରୀଲଙ୍କାରେ ଦେଇଥିବା ଗୋଟି ବହିଥିବା ଅବକାଶୀ ଗୁରୁଭକ୍ତିର ପାଇଁ ଭାରତରେ ଦ୍ୱିତୀୟ ପର୍ଯ୍ୟାୟରେ ଆଲୋଚନା ଆରମ୍ଭ ।	[1142, 1371, 1440, 1401]
sudoku-cell[interactable]	[1318, 1620, 1347, 1644]
sudoku-cell[interactable]	[1232, 1644, 1261, 1668]
editorial-banner	[42, 186, 344, 226]
calibration-magenta	[720, 2198, 734, 2212]
sudoku-cell[interactable]	[1347, 1668, 1376, 1693]
registration-mark	[1478, 1140, 1496, 1158]
sudoku-cell[interactable]	[1232, 1668, 1261, 1693]
page-number-bottom: 23	[1470, 2244, 1482, 2254]
calibration-black	[1240, 2198, 1254, 2212]
chirantani-box	[42, 8, 344, 178]
divider-vertical	[740, 1750, 741, 2140]
sudoku-solution-cell: 6	[1358, 1865, 1375, 1879]
sudoku-solution-cell: 7	[1291, 1923, 1308, 1937]
sudoku-solution-cell: 1	[1308, 1923, 1325, 1937]
sudoku-cell[interactable]	[1347, 1742, 1376, 1766]
sudoku-cell[interactable]	[1174, 1718, 1203, 1742]
letters-info-box	[1142, 1036, 1456, 1232]
sudoku-solution-cell: 2	[1358, 1894, 1375, 1908]
sudoku-solution-cell: 2	[1308, 1807, 1325, 1821]
sudoku-solution-cell: 3	[1308, 1908, 1325, 1922]
sudoku-cell[interactable]	[1232, 1594, 1261, 1619]
sudoku-solution-cell: 8	[1391, 1807, 1408, 1821]
letters-info-line: ସମ୍ପାଦକ, ଧରିତ୍ରୀ,	[1251, 1058, 1347, 1073]
sudoku-cell[interactable]	[1376, 1644, 1405, 1668]
divider-vertical	[360, 186, 361, 976]
sudoku-cell[interactable]	[1290, 1718, 1319, 1742]
sudoku-cell[interactable]: 5	[1290, 1506, 1319, 1550]
sudoku-cell[interactable]: 4	[1232, 1506, 1261, 1550]
archive-date: ୭ ଜାନୁୟାରୀ ୧୯୯୦	[1381, 1278, 1437, 1308]
sudoku-solution-cell: 2	[1291, 1879, 1308, 1893]
sudoku-cell[interactable]	[1405, 1742, 1434, 1766]
sudoku-solution-cell: 8	[1358, 1879, 1375, 1893]
sudoku-cell[interactable]	[1290, 1742, 1319, 1766]
editor-email[interactable]: E-mail: dharitripress@gmail.com	[1192, 1105, 1406, 1120]
sudoku-solution-cell: 7	[1391, 1894, 1408, 1908]
letter3-title: ବିପିଏଲ ତାଲିକା ସଂଶୋଧନ ଜରୁରୀ	[1150, 656, 1433, 681]
calibration-yellow	[326, 2198, 340, 2212]
sudoku-cell[interactable]	[1376, 1718, 1405, 1742]
letters-header-title: ପାଠକ ଶ୍ରେଷ୍ଠ ବିଚାରକ	[1211, 15, 1420, 41]
sudoku-cell[interactable]	[1376, 1620, 1405, 1644]
sudoku-cell[interactable]	[1318, 1742, 1347, 1766]
letter1-body: ମହାଶୟ, ଦକ୍ଷିଣ ଓଡ଼ିଶା ତଥା ରାଜଧାନୀ ଭୁବନେଶ୍ୱରକୁ ଯିବାପାଇଁ ଏକମାତ୍ର ଭରସା ହେଉଛି ହୀରାଖଣ୍ଡ ଏକ୍ସପ୍ରେସ । ଯାତ୍ରୀମାନେ ଅନେକ ଅସୁବିଧାର ସମ୍ମୁଖୀନ ହେଉଛନ୍ତି । ଟ୍ରେନ୍‌ରେ ପାଣି, ବିଜୁଳି ଓ ପରିମଳ ବ୍ୟବସ୍ଥା ଅତ୍ୟନ୍ତ ଖରାପ । ପ୍ରାୟତଃ ଟ୍ରେନ୍ ବିଳମ୍ବରେ ଚାଲୁଛି । ଏ ଦିଗରେ ରେଳ ବିଭାଗ ଦୃଷ୍ଟି ଦେବା ଆବଶ୍ୟକ । ଶୌଚାଳୟ ଗୁଡ଼ିକ ଅପରିଷ୍କାର ଓ ଅନେକ କୋଚ୍‌ରେ ଫ୍ୟାନ୍ କାମ କରୁନାହିଁ । ତେଣୁ ରେଳ କର୍ତ୍ତୃପକ୍ଷ ଏହି ଟ୍ରେନ୍‌ର ଉନ୍ନତି ପାଇଁ ତୁରନ୍ତ ପଦକ୍ଷେପ ନିଅନ୍ତୁ ।	[1142, 91, 1456, 246]
calibration-magenta	[308, 2198, 322, 2212]
sudoku-solution-cell: 3	[1374, 1894, 1391, 1908]
chirantani-title: ଚିରନ୍ତନୀ	[93, 15, 293, 52]
sudoku-cell[interactable]	[1174, 1668, 1203, 1693]
sudoku-solution-cell: 4	[1391, 1836, 1408, 1850]
archive-item: ▸ ଆମେରିକା-ଭାରତ ବାଣିଜ୍ୟରେ ନୂଆ ଦିଗ ପାଇଁ ଆଲୋଚନା ଓ ସୋଭିଏତ୍ ୟୁନିୟନର ନେତାଙ୍କ ପ୍ରେସ ମେଳ ଧ୍ୱଂସ ।	[1142, 1403, 1424, 1433]
quote-text: ଏହା ସତ୍ୟ ଯେ, ଏହି ଜଗତ ଏକ ବିପରୀତ ସ୍ଥାନ, ଯେଉଁଠାରେ କି ମିଥ୍ୟା ଚାଦରା ଭାବେ ଦିଶି ରହିଛି । ଶ୍ରୀଭଗବାନ କହନ୍ତି - କେବଳ ସେଇଥିପାଇଁ ଏ ବିପରୀତ, ସେଇଁଥିପାଇଁ ଉଦ୍‌ଗମ ମାନଙ୍କ ଦୃଢ଼ ଧାରଣା ରହିଛି । ନିର୍ଦ୍ଧୟ ଦୁଧ । ଠିକ୍ ରାସ୍ତା ଅନୁସରଣ କର ।	[385, 16, 937, 65]
calibration-yellow	[1222, 2198, 1236, 2212]
sudoku-solution-cell: 3	[1358, 1836, 1375, 1850]
sudoku-solution-cell: 9	[1424, 1807, 1441, 1821]
sudoku-solution-cell: 5	[1424, 1894, 1441, 1908]
divider-horizontal	[42, 1660, 1120, 1661]
sudoku-solution-cell: 4	[1424, 1908, 1441, 1922]
sudoku-cell[interactable]: 9	[1405, 1506, 1434, 1550]
sudoku-cell[interactable]	[1347, 1644, 1376, 1668]
sudoku-cell[interactable]	[1347, 1620, 1376, 1644]
sudoku-solution-cell: 7	[1324, 1850, 1341, 1864]
sudoku-solution-cell: 2	[1408, 1923, 1425, 1937]
sudoku-cell[interactable]	[1405, 1644, 1434, 1668]
sudoku-cell[interactable]	[1290, 1693, 1319, 1717]
sudoku-solution-cell: 8	[1291, 1894, 1308, 1908]
sudoku-cell[interactable]	[1232, 1550, 1261, 1594]
sudoku-cell[interactable]	[1174, 1742, 1203, 1766]
letter1-sign: ଶୁଭେନ୍ଦୁ ସାହୁ, ଆର୍ ଲେନ୍, ଗୁଣୁପୁର	[1300, 292, 1456, 306]
cmk-marker-right-top: C M K	[1480, 62, 1490, 101]
sudoku-solution-cell: 5	[1374, 1923, 1391, 1937]
sudoku-title-odia: ସୁ-ଡୋ-କୁ	[1295, 1441, 1455, 1491]
